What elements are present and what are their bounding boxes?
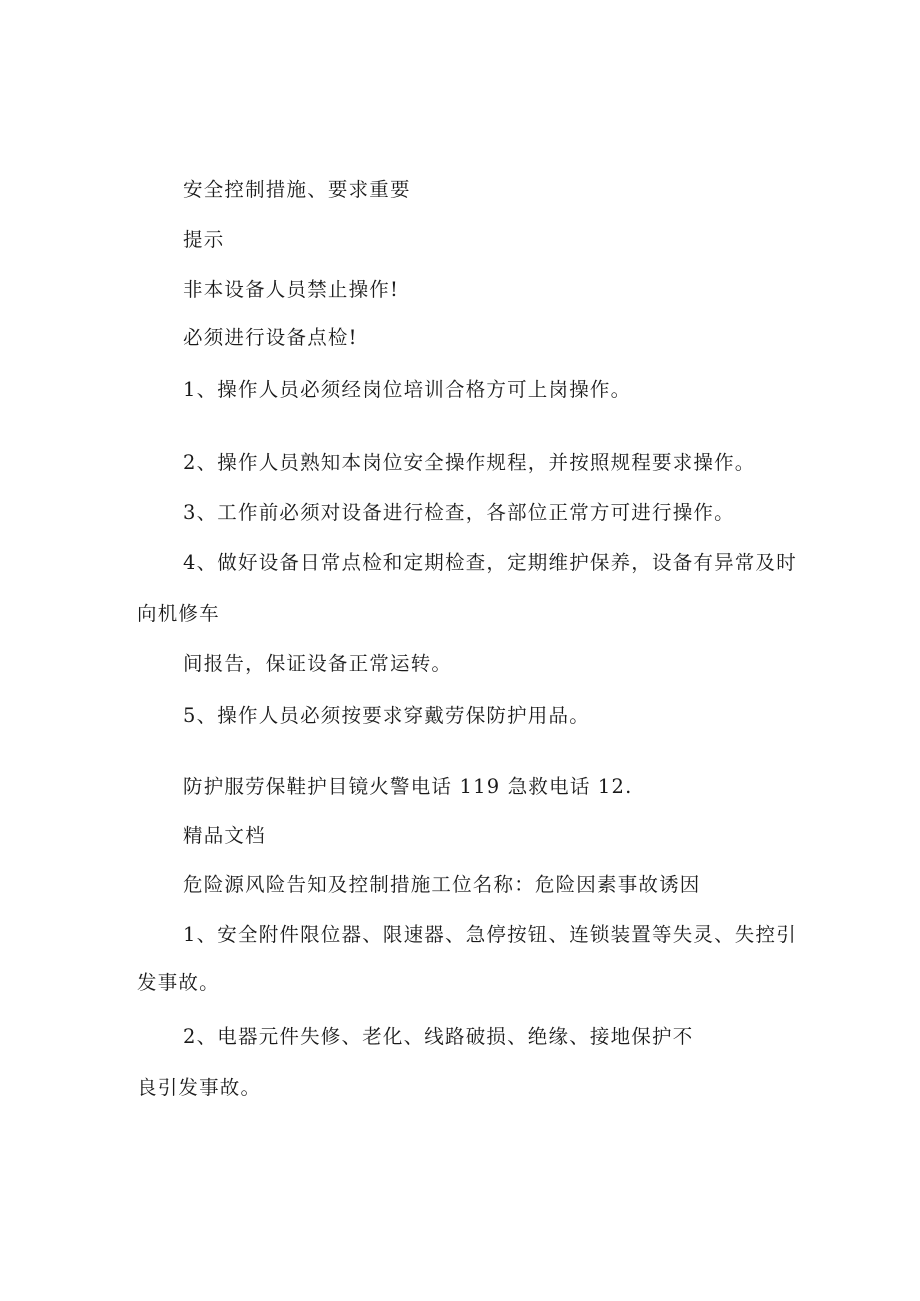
ppe-and-emergency-line: 防护服劳保鞋护目镜火警电话 119 急救电话 12. [183, 775, 633, 798]
requirement-item-4-line-2: 向机修车 [137, 602, 220, 625]
risk-item-1-line-2: 发事故。 [137, 971, 220, 994]
warning-inspection: 必须进行设备点检! [183, 326, 358, 349]
hint-label: 提示 [183, 228, 225, 251]
risk-item-1-line-1: 1、安全附件限位器、限速器、急停按钮、连锁装置等失灵、失控引 [183, 923, 797, 946]
warning-no-operation: 非本设备人员禁止操作! [183, 278, 400, 301]
watermark-text: 精品文档 [183, 824, 266, 847]
document-title: 安全控制措施、要求重要 [183, 178, 411, 201]
risk-heading: 危险源风险告知及控制措施工位名称：危险因素事故诱因 [183, 873, 701, 896]
requirement-item-2: 2、操作人员熟知本岗位安全操作规程，并按照规程要求操作。 [183, 451, 756, 474]
risk-item-2-line-2: 良引发事故。 [137, 1076, 262, 1099]
requirement-item-3: 3、工作前必须对设备进行检查，各部位正常方可进行操作。 [183, 501, 735, 524]
requirement-item-1: 1、操作人员必须经岗位培训合格方可上岗操作。 [183, 378, 632, 401]
risk-item-2-line-1: 2、电器元件失修、老化、线路破损、绝缘、接地保护不 [183, 1025, 694, 1048]
requirement-item-4-line-3: 间报告，保证设备正常运转。 [183, 652, 453, 675]
requirement-item-4-line-1: 4、做好设备日常点检和定期检查，定期维护保养，设备有异常及时 [183, 551, 797, 574]
requirement-item-5: 5、操作人员必须按要求穿戴劳保防护用品。 [183, 704, 590, 727]
